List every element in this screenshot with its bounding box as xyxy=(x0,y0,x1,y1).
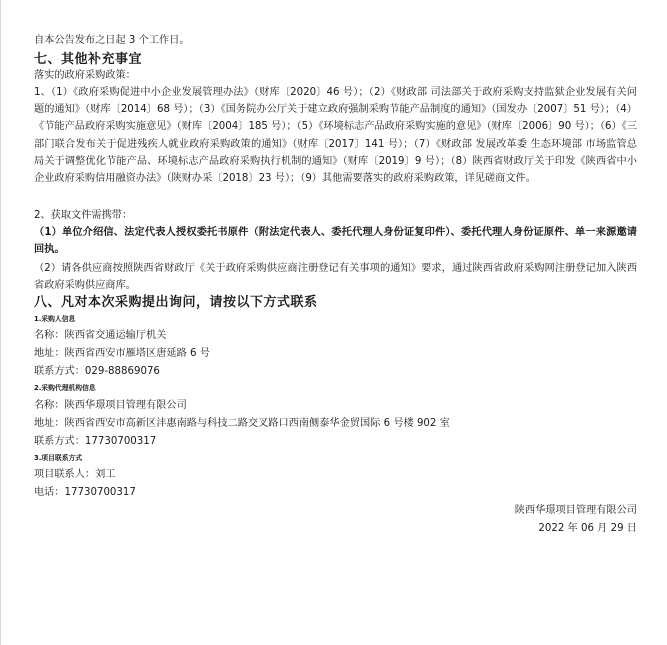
docs-item-2: （2）请各供应商按照陕西省财政厅《关于政府采购供应商注册登记有关事项的通知》要求，通过陕西省政府采购网注册登记加入陕西省政府采购供应商库。 xyxy=(34,263,637,292)
agency-heading: 2.采购代理机构信息 xyxy=(34,384,96,392)
agency-phone: 联系方式：17730700317 xyxy=(34,436,157,447)
signature-date: 2022 年 06 月 29 日 xyxy=(538,523,637,534)
docs-title: 2、获取文件需携带： xyxy=(34,210,133,221)
purchaser-phone: 联系方式：029-88869076 xyxy=(34,366,160,377)
section-8-title: 八、凡对本次采购提出询问，请按以下方式联系 xyxy=(34,295,318,310)
docs-item-1: （1）单位介绍信、法定代表人授权委托书原件（附法定代表人、委托代理人身份证复印件）、委托代理人身份证原件、单一来源邀请回执。 xyxy=(34,227,637,256)
agency-name: 名称：陕西华璟项目管理有限公司 xyxy=(34,400,187,411)
purchaser-name: 名称：陕西省交通运输厅机关 xyxy=(34,330,167,341)
policy-list: 1、（1）《政府采购促进中小企业发展管理办法》（财库〔2020〕46 号）；（2）《财政部 司法部关于政府采购支持监狱企业发展有关问题的通知》（财库〔2014〕68 号）；（3）《国务院办公厅关于建立政府强制采购节能产品制度的通知》（国发办〔2007〕51 号）；（4）《节能产品政府采购实施意见》（财库〔2004〕185 号）；（5）《环境标志产品政府采购实施的意见》（财库〔2006〕90 号）；（6）《三部门联合发布关于促进残疾人就业政府采购政策的通知》（财库〔2017〕141 号）；（7）《财政部 发展改革委 生态环境部 市场监管总局关于调整优化节能产品、环境标志产品政府采购执行机制的通知》（财库〔2019〕9 号）；（8）陕西省财政厅关于印发《陕西省中小企业政府采购信用融资办法》（陕财办采〔2018〕23 号）；（9）其他需要落实的政府采购政策，详见磋商文件。 xyxy=(34,87,637,185)
project-heading: 3.项目联系方式 xyxy=(34,454,83,462)
intro-line: 自本公告发布之日起 3 个工作日。 xyxy=(34,35,190,46)
project-phone: 电话：17730700317 xyxy=(34,487,136,498)
policy-intro: 落实的政府采购政策： xyxy=(34,70,136,81)
purchaser-address: 地址：陕西省西安市雁塔区唐延路 6 号 xyxy=(34,348,210,359)
signature-company: 陕西华璟项目管理有限公司 xyxy=(514,505,637,516)
agency-address: 地址：陕西省西安市高新区沣惠南路与科技二路交叉路口西南侧泰华金贸国际 6 号楼 902 室 xyxy=(34,418,450,429)
project-contact: 项目联系人：刘工 xyxy=(34,469,116,480)
purchaser-heading: 1.采购人信息 xyxy=(34,315,76,323)
section-7-title: 七、其他补充事宜 xyxy=(34,52,143,67)
